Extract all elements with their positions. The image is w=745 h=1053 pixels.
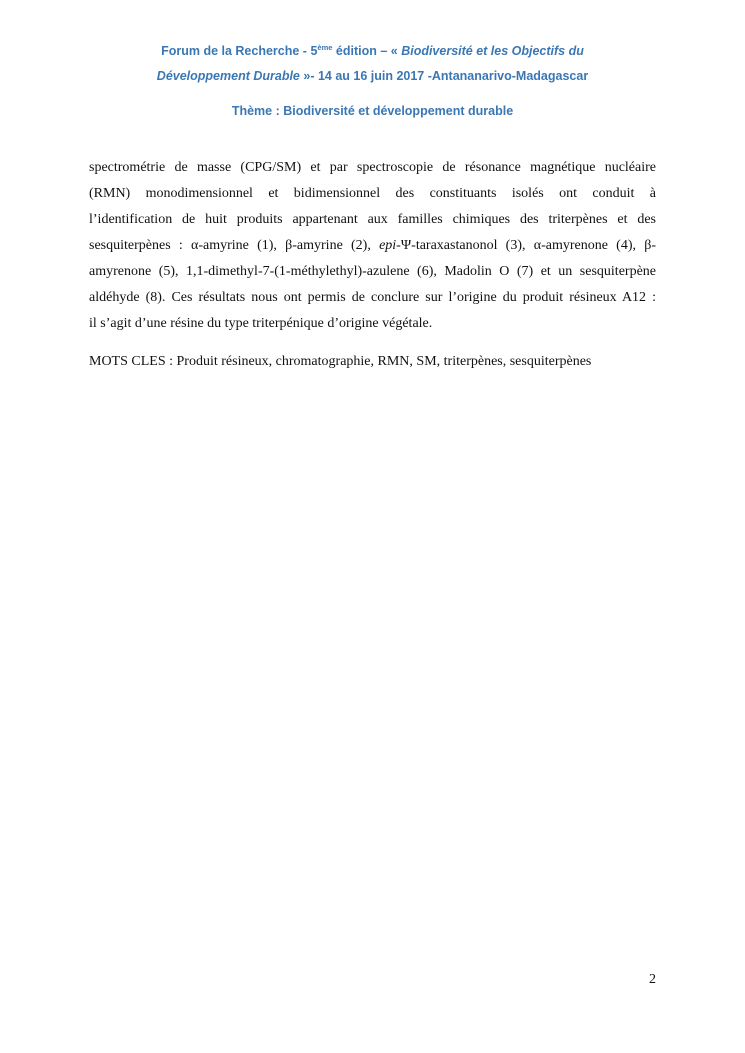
header-superscript: ème	[317, 43, 333, 52]
page-number: 2	[649, 972, 656, 987]
body-line: l’identification de huit produits appartenant aux familles chimiques des triterpènes et des	[89, 212, 656, 227]
body-line: il s’agit d’une résine du type triterpénique d’origine végétale.	[89, 316, 433, 331]
header-line-1	[80, 39, 665, 64]
body-line	[89, 233, 656, 259]
body-paragraph	[89, 155, 656, 337]
header-text: édition – «	[332, 44, 402, 58]
body-line: aldéhyde (8). Ces résultats nous ont permis de conclure sur l’origine du produit résineux A12 :	[89, 290, 656, 305]
body-line: (RMN) monodimensionnel et bidimensionnel des constituants isolés ont conduit à	[89, 186, 656, 201]
header-italic-text: Développement Durable	[156, 69, 300, 83]
header-italic-text: Biodiversité et les Objectifs du	[401, 44, 584, 58]
header-line-2	[80, 64, 665, 89]
body-text: -Ψ-taraxastanonol (3), α-amyrenone (4), β-	[396, 238, 656, 253]
body-text: sesquiterpènes : α-amyrine (1), β-amyrine (2),	[89, 238, 380, 253]
keywords-line: MOTS CLES : Produit résineux, chromatographie, RMN, SM, triterpènes, sesquiterpènes	[89, 354, 592, 369]
body-line: amyrenone (5), 1,1-dimethyl-7-(1-méthylethyl)-azulene (6), Madolin O (7) et un sesquiterpène	[89, 264, 656, 279]
body-italic-text: epi	[379, 238, 397, 253]
header-text: Forum de la Recherche - 5	[161, 44, 318, 58]
conference-header	[80, 39, 665, 89]
theme-heading: Thème : Biodiversité et développement durable	[231, 104, 514, 118]
body-line: spectrométrie de masse (CPG/SM) et par spectroscopie de résonance magnétique nucléaire	[89, 160, 656, 175]
header-text: »- 14 au 16 juin 2017 -Antananarivo-Madagascar	[299, 69, 589, 83]
